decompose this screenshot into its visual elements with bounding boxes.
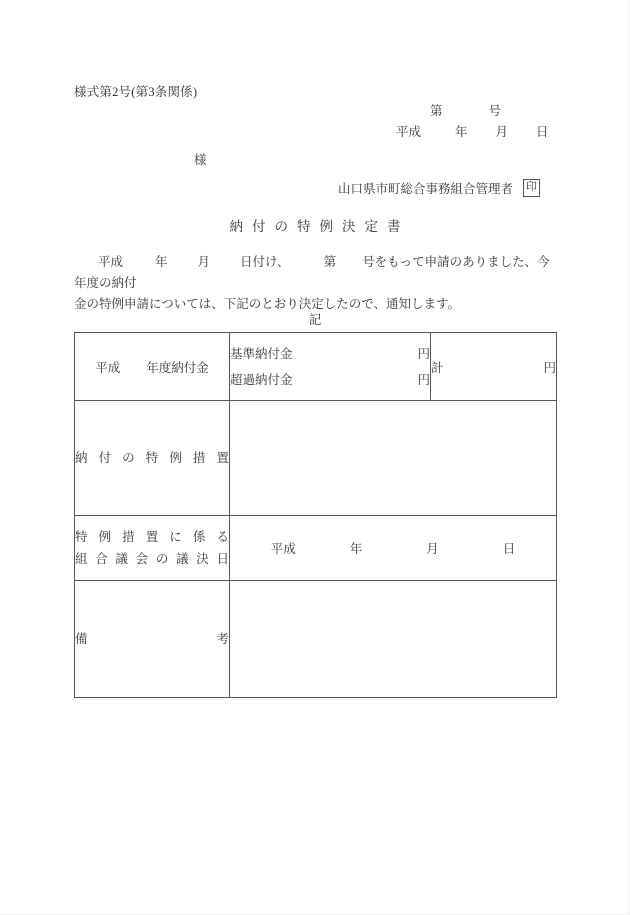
body-year: 年	[155, 255, 168, 269]
row1-total-cell[interactable]	[431, 333, 557, 401]
row4-value-cell[interactable]	[230, 581, 557, 698]
resolution-day: 日	[502, 542, 516, 556]
body-line1-tail: 号をもって申請のありました、今年度の納付	[74, 255, 550, 290]
seal-icon: 印	[523, 179, 540, 197]
date-day-label: 日	[536, 125, 549, 139]
table-row	[75, 333, 557, 401]
body-era: 平成	[98, 255, 124, 269]
row1-amounts-cell[interactable]	[230, 333, 431, 401]
document-number-prefix: 第	[430, 104, 443, 118]
date-month-label: 月	[495, 125, 509, 139]
document-date-field	[396, 122, 549, 140]
resolution-date-line	[230, 539, 556, 557]
row1-label-cell	[75, 333, 230, 401]
standard-payment-line	[230, 341, 430, 367]
table-row	[75, 401, 557, 516]
excess-payment-line	[230, 367, 430, 393]
document-number-field	[430, 101, 501, 119]
row1-label-rest: 年度納付金	[146, 360, 209, 375]
row4-label-cell: 備考	[75, 581, 230, 698]
issuer-line	[338, 179, 540, 197]
row3-label-line1: 特例措置に係る	[75, 530, 229, 544]
row2-label-cell: 納付の特例措置	[75, 401, 230, 516]
body-line2: 金の特例申請については、下記のとおり決定したので、通知します。	[74, 297, 461, 311]
body-month: 月	[197, 255, 211, 269]
issuer-name: 山口県市町総合事務組合管理者	[338, 182, 514, 196]
total-label: 計	[431, 360, 444, 375]
row3-label-cell	[75, 516, 230, 581]
resolution-year: 年	[349, 542, 363, 556]
excess-payment-unit: 円	[417, 372, 430, 387]
standard-payment-label: 基準納付金	[230, 346, 293, 361]
date-year-label: 年	[455, 125, 468, 139]
body-paragraph	[74, 252, 558, 315]
row1-label-era: 平成	[95, 360, 121, 375]
page-title: 納付の特例決定書	[229, 219, 410, 234]
standard-payment-unit: 円	[417, 346, 430, 361]
total-line	[431, 358, 556, 376]
recipient-honorific: 様	[194, 153, 207, 167]
form-number: 様式第2号(第3条関係)	[74, 85, 198, 99]
date-era-label: 平成	[396, 125, 422, 139]
body-day-suffix: 日付け、	[240, 255, 290, 269]
total-unit: 円	[543, 360, 556, 375]
row3-value-cell[interactable]	[230, 516, 557, 581]
table-row	[75, 516, 557, 581]
document-number-suffix: 号	[488, 104, 502, 118]
row3-label-line2: 組合議会の議決日	[75, 552, 229, 566]
resolution-month: 月	[426, 542, 439, 556]
resolution-era: 平成	[270, 542, 296, 556]
ki-marker: 記	[308, 313, 322, 327]
body-number-prefix: 第	[323, 255, 337, 269]
row2-value-cell[interactable]	[230, 401, 557, 516]
decision-details-table	[74, 332, 557, 698]
table-row	[75, 581, 557, 698]
excess-payment-label: 超過納付金	[230, 372, 293, 387]
